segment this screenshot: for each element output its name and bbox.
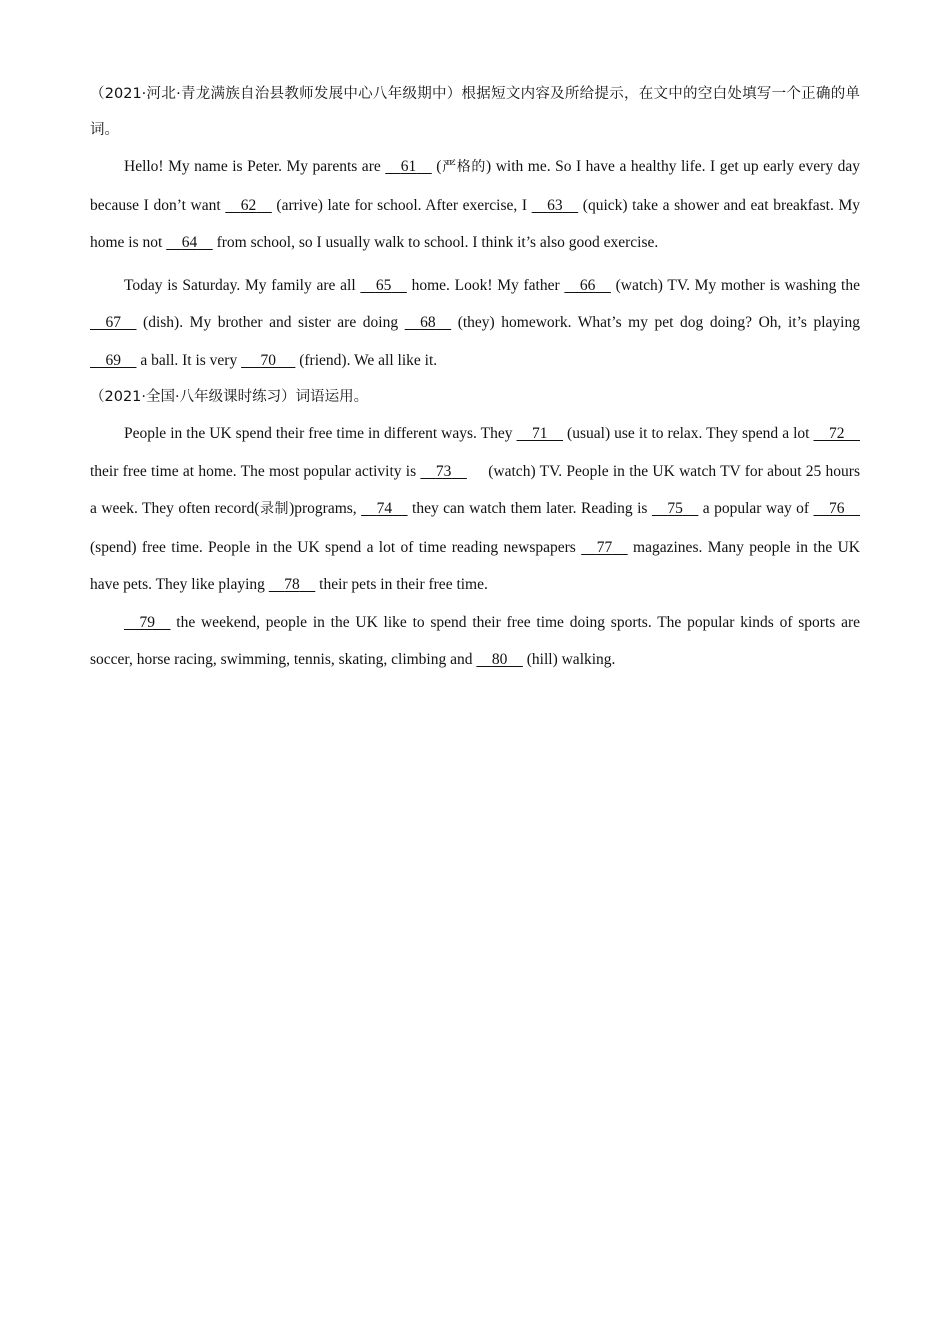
passage-2-paragraph-2: 79 the weekend, people in the UK like to spend their free time doing sports. The popular kinds of sports are soccer, horse racing, swimming, tennis, skating, climbing and 80 (hill) walking. [90,604,860,679]
blank-68[interactable]: 68 [420,314,436,331]
blank-69[interactable]: 69 [105,351,121,369]
blank-67[interactable]: 67 [105,314,121,331]
blank-66[interactable]: 66 [579,276,596,294]
blank-73[interactable]: 73 [435,462,452,480]
blank-76[interactable]: 76 [829,500,845,517]
passage-2-paragraph-1: People in the UK spend their free time in different ways. They 71 (usual) use it to relax. They spend a lot 72 their free time at home. The most popular activity is 73 (watch) TV. People in the UK watch TV for about 25 hours a week. They often record(录制)programs, 74 they can watch them later. Reading is 75 a popular way of 76 (spend) free time. People in the UK spend a lot of time reading newspapers 77 magazines. Many people in the UK have pets. They like playing 78 their pets in their free time. [90,415,860,604]
exercise-source-1: （2021·河北·青龙满族自治县教师发展中心八年级期中）根据短文内容及所给提示，在文中的空白处填写一个正确的单词。 [90,86,860,138]
blank-64[interactable]: 64 [181,234,198,251]
blank-63[interactable]: 63 [547,196,563,214]
blank-70[interactable]: 70 [260,351,276,369]
blank-74[interactable]: 74 [376,500,393,517]
worksheet-page [90,76,864,679]
passage-1-paragraph-1: Hello! My name is Peter. My parents are 61 (严格的) with me. So I have a healthy life. I get up early every day because I don’t want 62 (arrive) late for school. After exercise, I 63 (quick) take a shower and eat breakfast. My home is not 64 from school, so I usually walk to school. I think it’s also good exercise. [90,148,860,262]
blank-62[interactable]: 62 [240,196,257,214]
blank-80[interactable]: 80 [491,651,508,668]
hint-61: 严格的 [441,159,487,175]
exercise-source-2: （2021·全国·八年级课时练习）词语运用。 [90,389,369,405]
passage-1-paragraph-2: Today is Saturday. My family are all 65 home. Look! My father 66 (watch) TV. My mother is washing the 67 (dish). My brother and sister are doing 68 (they) homework. What’s my pet dog doing? Oh, it’s playing 69 a ball. It is very 70 (friend). We all like it. [90,267,860,380]
blank-72[interactable]: 72 [829,425,845,442]
hint-record: 录制 [259,501,290,517]
blank-77[interactable]: 77 [596,538,613,556]
blank-75[interactable]: 75 [667,500,683,517]
blank-61[interactable]: 61 [400,158,417,175]
blank-78[interactable]: 78 [284,576,300,593]
blank-79[interactable]: 79 [139,613,155,631]
blank-65[interactable]: 65 [375,276,392,294]
blank-71[interactable]: 71 [532,425,548,442]
